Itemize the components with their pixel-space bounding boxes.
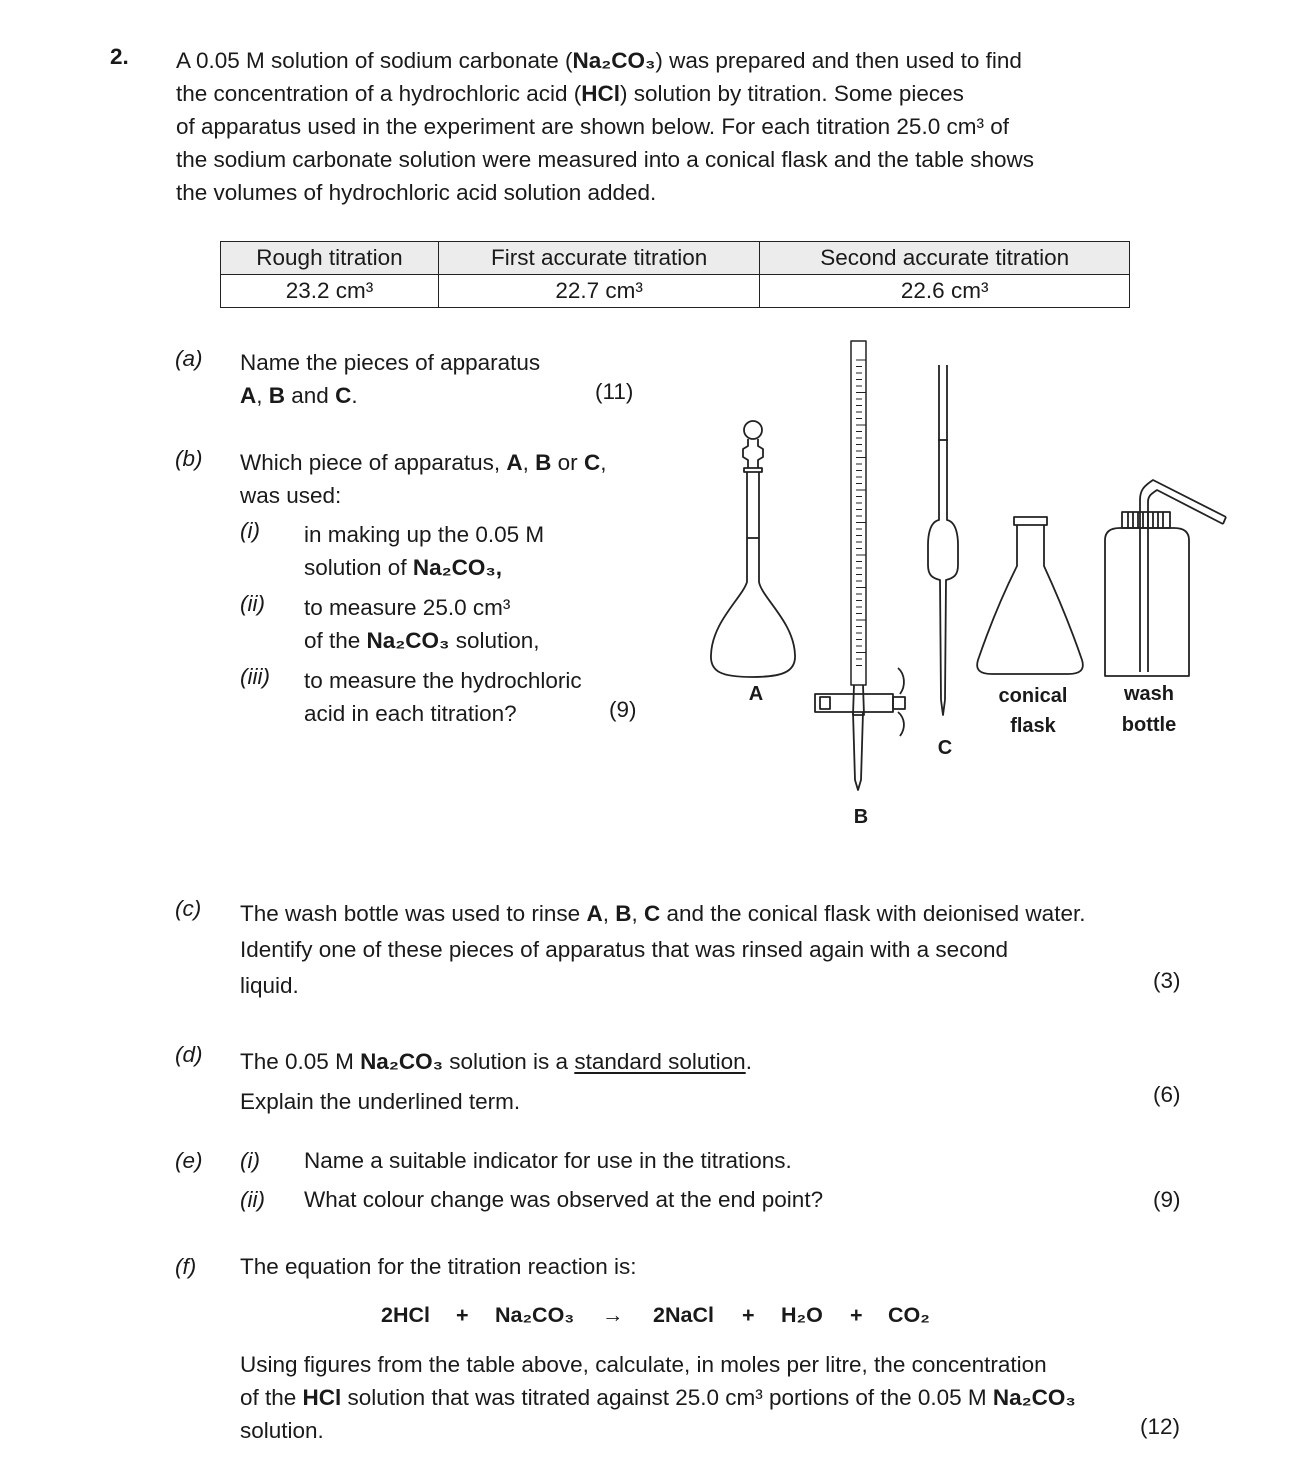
eq-plus-2: + [742, 1303, 755, 1327]
text-line: solution of Na₂CO₃, [304, 555, 502, 580]
text-line: to measure the hydrochloric [304, 668, 582, 693]
part-b-ii-text [304, 591, 540, 657]
text-line: Using figures from the table above, calculate, in moles per litre, the concentration [240, 1352, 1047, 1377]
eq-plus-1: + [456, 1303, 469, 1327]
part-b-i-label: (i) [240, 518, 260, 543]
part-c-marks: (3) [1153, 968, 1181, 993]
apparatus-label-c: C [937, 737, 953, 759]
text-line: A, B and C. [240, 383, 358, 408]
eq-term-h2o: H₂O [781, 1303, 823, 1327]
eq-arrow: → [602, 1303, 624, 1327]
volumetric-flask-icon [711, 421, 795, 677]
part-e-i-text: Name a suitable indicator for use in the titrations. [304, 1148, 792, 1173]
conical-flask-label-1: conical [998, 685, 1068, 707]
wash-bottle-label-1: wash [1123, 683, 1175, 705]
text-line: solution. [240, 1418, 324, 1443]
part-a-label: (a) [175, 346, 203, 371]
part-f-marks: (12) [1140, 1414, 1181, 1439]
text-line: acid in each titration? [304, 701, 517, 726]
eq-term-nacl: 2NaCl [653, 1303, 714, 1327]
part-b-text [240, 446, 606, 512]
part-b-ii-label: (ii) [240, 591, 265, 616]
part-f-intro: The equation for the titration reaction is: [240, 1254, 637, 1279]
part-d-label: (d) [175, 1042, 203, 1067]
conical-flask-icon [977, 517, 1083, 674]
part-f-label: (f) [175, 1254, 197, 1279]
wash-bottle-label-2: bottle [1121, 714, 1177, 736]
part-e-ii-label: (ii) [240, 1187, 265, 1212]
part-a-marks: (11) [595, 379, 634, 404]
question-intro [176, 44, 1034, 209]
text-line: in making up the 0.05 M [304, 522, 545, 547]
eq-term-na2co3: Na₂CO₃ [495, 1303, 575, 1327]
part-e-marks: (9) [1153, 1187, 1181, 1212]
text-line: Name the pieces of apparatus [240, 350, 541, 375]
part-c-label: (c) [175, 896, 202, 921]
part-e-ii-text: What colour change was observed at the end point? [304, 1187, 824, 1212]
text-line: A 0.05 M solution of sodium carbonate (Na₂CO₃) was prepared and then used to find [176, 48, 1022, 73]
text-line: Identify one of these pieces of apparatus that was rinsed again with a second [240, 937, 1008, 962]
part-b-marks: (9) [609, 697, 637, 722]
part-b-iii-text [304, 664, 582, 730]
text-line: Which piece of apparatus, A, B or C, [240, 450, 607, 475]
pipette-icon [928, 365, 958, 715]
eq-plus-3: + [850, 1303, 863, 1327]
table-header-second: Second accurate titration [760, 242, 1130, 275]
titration-table [220, 241, 1130, 308]
text-line: Explain the underlined term. [240, 1089, 521, 1114]
wash-bottle-icon [1105, 480, 1226, 676]
table-cell-rough: 23.2 cm³ [221, 275, 439, 308]
apparatus-label-b: B [853, 806, 869, 828]
table-header-first: First accurate titration [438, 242, 759, 275]
part-b-label: (b) [175, 446, 203, 471]
part-a-text [240, 346, 540, 412]
text-line: the volumes of hydrochloric acid solution added. [176, 180, 657, 205]
table-cell-first: 22.7 cm³ [438, 275, 759, 308]
underlined-term: standard solution [574, 1049, 746, 1074]
table-header-rough: Rough titration [221, 242, 439, 275]
part-d-marks: (6) [1153, 1082, 1181, 1107]
table-header-row [221, 242, 1130, 275]
question-number: 2. [110, 44, 129, 69]
text-line: liquid. [240, 973, 299, 998]
text-line: The wash bottle was used to rinse A, B, C and the conical flask with deionised water. [240, 901, 1086, 926]
conical-flask-label-2: flask [1010, 715, 1056, 737]
eq-term-hcl: 2HCl [381, 1303, 430, 1327]
text-line: the sodium carbonate solution were measured into a conical flask and the table shows [176, 147, 1034, 172]
part-c-text [240, 896, 1085, 1004]
part-e-label: (e) [175, 1148, 203, 1173]
text-line: of the Na₂CO₃ solution, [304, 628, 540, 653]
text-line: to measure 25.0 cm³ [304, 595, 511, 620]
text-line: The 0.05 M Na₂CO₃ solution is a standard solution. [240, 1049, 752, 1074]
apparatus-diagram [690, 330, 1250, 840]
eq-term-co2: CO₂ [888, 1303, 930, 1327]
part-f-text [240, 1348, 1076, 1447]
part-b-iii-label: (iii) [240, 664, 270, 689]
text-line: of apparatus used in the experiment are shown below. For each titration 25.0 cm³ of [176, 114, 1009, 139]
text-line: of the HCl solution that was titrated against 25.0 cm³ portions of the 0.05 M Na₂CO₃ [240, 1385, 1076, 1410]
part-d-text [240, 1042, 752, 1122]
apparatus-label-a: A [748, 683, 764, 705]
part-e-i-label: (i) [240, 1148, 260, 1173]
part-b-i-text [304, 518, 544, 584]
text-line: the concentration of a hydrochloric acid (HCl) solution by titration. Some pieces [176, 81, 964, 106]
text-line: was used: [240, 483, 342, 508]
table-cell-second: 22.6 cm³ [760, 275, 1130, 308]
table-values-row [221, 275, 1130, 308]
burette-icon [815, 341, 905, 790]
